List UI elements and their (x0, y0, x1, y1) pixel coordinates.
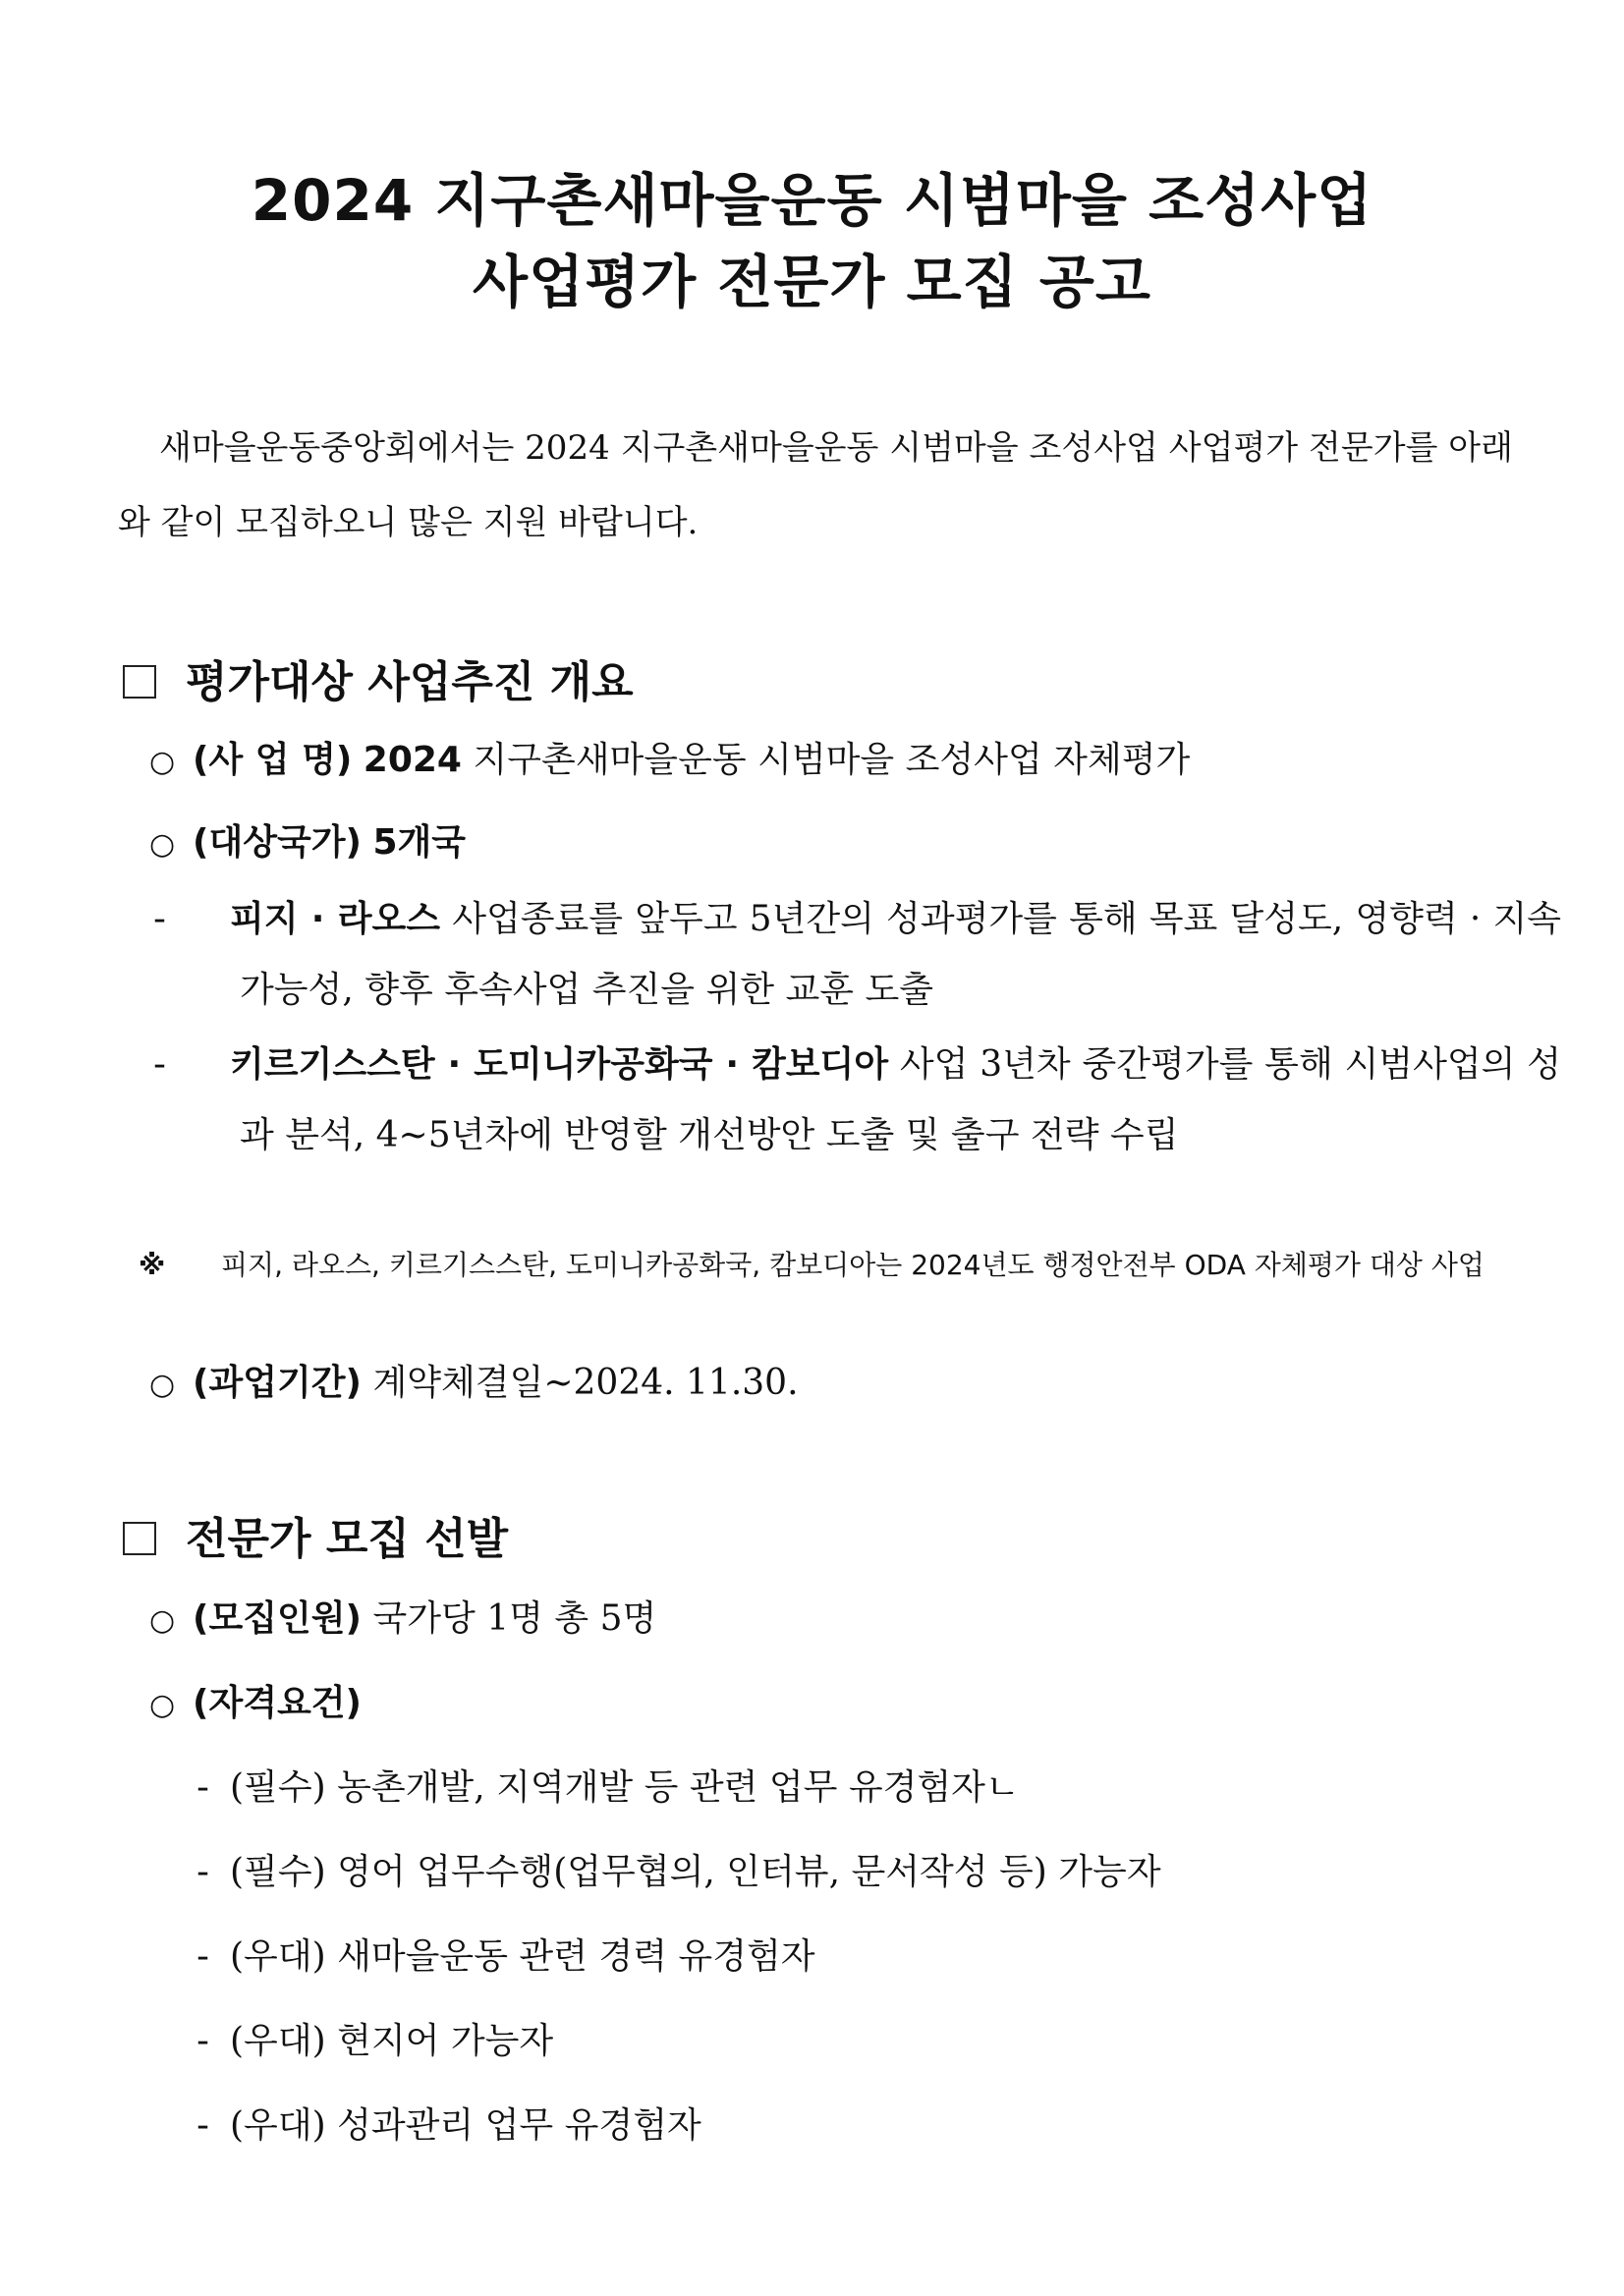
dash-bullet: - (196, 1936, 209, 1977)
requirement-tag: (우대) (230, 2021, 326, 2061)
item-qualification (149, 1678, 362, 1731)
section-heading-overview (123, 653, 634, 712)
note-oda-evaluation (139, 1240, 1557, 1291)
intro-paragraph (118, 411, 1513, 560)
project-name-year: 2024 (363, 740, 462, 780)
requirement-tag: (필수) (230, 1767, 326, 1808)
requirement-text: 농촌개발, 지역개발 등 관련 업무 유경험자ㄴ (337, 1767, 1020, 1808)
project-name-label: (사 업 명) (193, 740, 353, 780)
dash-bullet: - (196, 2105, 209, 2146)
circle-bullet-icon: ○ (149, 1368, 176, 1402)
sub2-countries: 키르기스스탄 · 도미니카공화국 · 캄보디아 (230, 1044, 889, 1085)
checkbox-square-icon (123, 665, 156, 699)
dash-bullet: - (153, 1044, 166, 1085)
item-recruit-count (149, 1594, 656, 1647)
sub1-text: 사업종료를 앞두고 5년간의 성과평가를 통해 목표 달성도, 영향력 · 지속가능성, 향후 후속사업 추진을 위한 교훈 도출 (240, 899, 1562, 1010)
requirement-text: 새마을운동 관련 경력 유경험자 (337, 1936, 815, 1977)
item-countries (149, 817, 466, 870)
section2-heading: 전문가 모집 선발 (186, 1514, 509, 1564)
requirement-item (196, 1763, 1020, 1814)
countries-label: (대상국가) (193, 822, 363, 863)
sub-item-kyrgyz-dominican-cambodia (153, 1030, 1561, 1171)
dash-bullet: - (153, 899, 166, 939)
period-value: 계약체결일~2024. 11.30. (372, 1363, 799, 1403)
requirement-text: 성과관리 업무 유경험자 (337, 2105, 701, 2146)
qualification-label: (자격요건) (193, 1683, 363, 1723)
dash-bullet: - (196, 1852, 209, 1892)
section-heading-recruitment (123, 1510, 508, 1569)
requirement-item (196, 2100, 701, 2152)
requirement-item (196, 1932, 815, 1983)
sub2-text: 사업 3년차 중간평가를 통해 시범사업의 성과 분석, 4~5년차에 반영할 개선방안 도출 및 출구 전략 수립 (240, 1044, 1561, 1155)
project-name-value: 지구촌새마을운동 시범마을 조성사업 자체평가 (473, 740, 1191, 780)
recruit-value: 국가당 1명 총 5명 (372, 1598, 657, 1639)
sub-item-fiji-laos (153, 884, 1562, 1026)
document-title-line1: 2024 지구촌새마을운동 시범마을 조성사업 (251, 167, 1373, 234)
note-text: 피지, 라오스, 키르기스스탄, 도미니카공화국, 캄보디아는 2024년도 행정안전부 ODA 자체평가 대상 사업 (221, 1249, 1484, 1281)
document-title-line2: 사업평가 전문가 모집 공고 (473, 249, 1151, 315)
item-period (149, 1358, 799, 1411)
checkbox-square-icon (123, 1522, 156, 1555)
intro-text: 새마을운동중앙회에서는 2024 지구촌새마을운동 시범마을 조성사업 사업평가 전문가를 아래와 같이 모집하오니 많은 지원 바랍니다. (118, 428, 1513, 542)
section1-heading: 평가대상 사업추진 개요 (186, 657, 634, 707)
requirement-item (196, 2016, 553, 2067)
requirement-item (196, 1847, 1161, 1898)
item-project-name (149, 735, 1190, 788)
requirement-tag: (필수) (230, 1852, 326, 1892)
dash-bullet: - (196, 2021, 209, 2061)
circle-bullet-icon: ○ (149, 1688, 176, 1722)
requirement-text: 현지어 가능자 (337, 2021, 554, 2061)
circle-bullet-icon: ○ (149, 745, 176, 779)
period-label: (과업기간) (193, 1363, 363, 1403)
requirement-tag: (우대) (230, 1936, 326, 1977)
recruit-label: (모집인원) (193, 1598, 363, 1639)
countries-value: 5개국 (372, 822, 467, 863)
sub1-countries: 피지 · 라오스 (230, 899, 441, 939)
requirement-text: 영어 업무수행(업무협의, 인터뷰, 문서작성 등) 가능자 (337, 1852, 1161, 1892)
reference-mark-icon: ※ (139, 1249, 166, 1281)
dash-bullet: - (196, 1767, 209, 1808)
requirement-tag: (우대) (230, 2105, 326, 2146)
circle-bullet-icon: ○ (149, 1603, 176, 1638)
circle-bullet-icon: ○ (149, 827, 176, 862)
